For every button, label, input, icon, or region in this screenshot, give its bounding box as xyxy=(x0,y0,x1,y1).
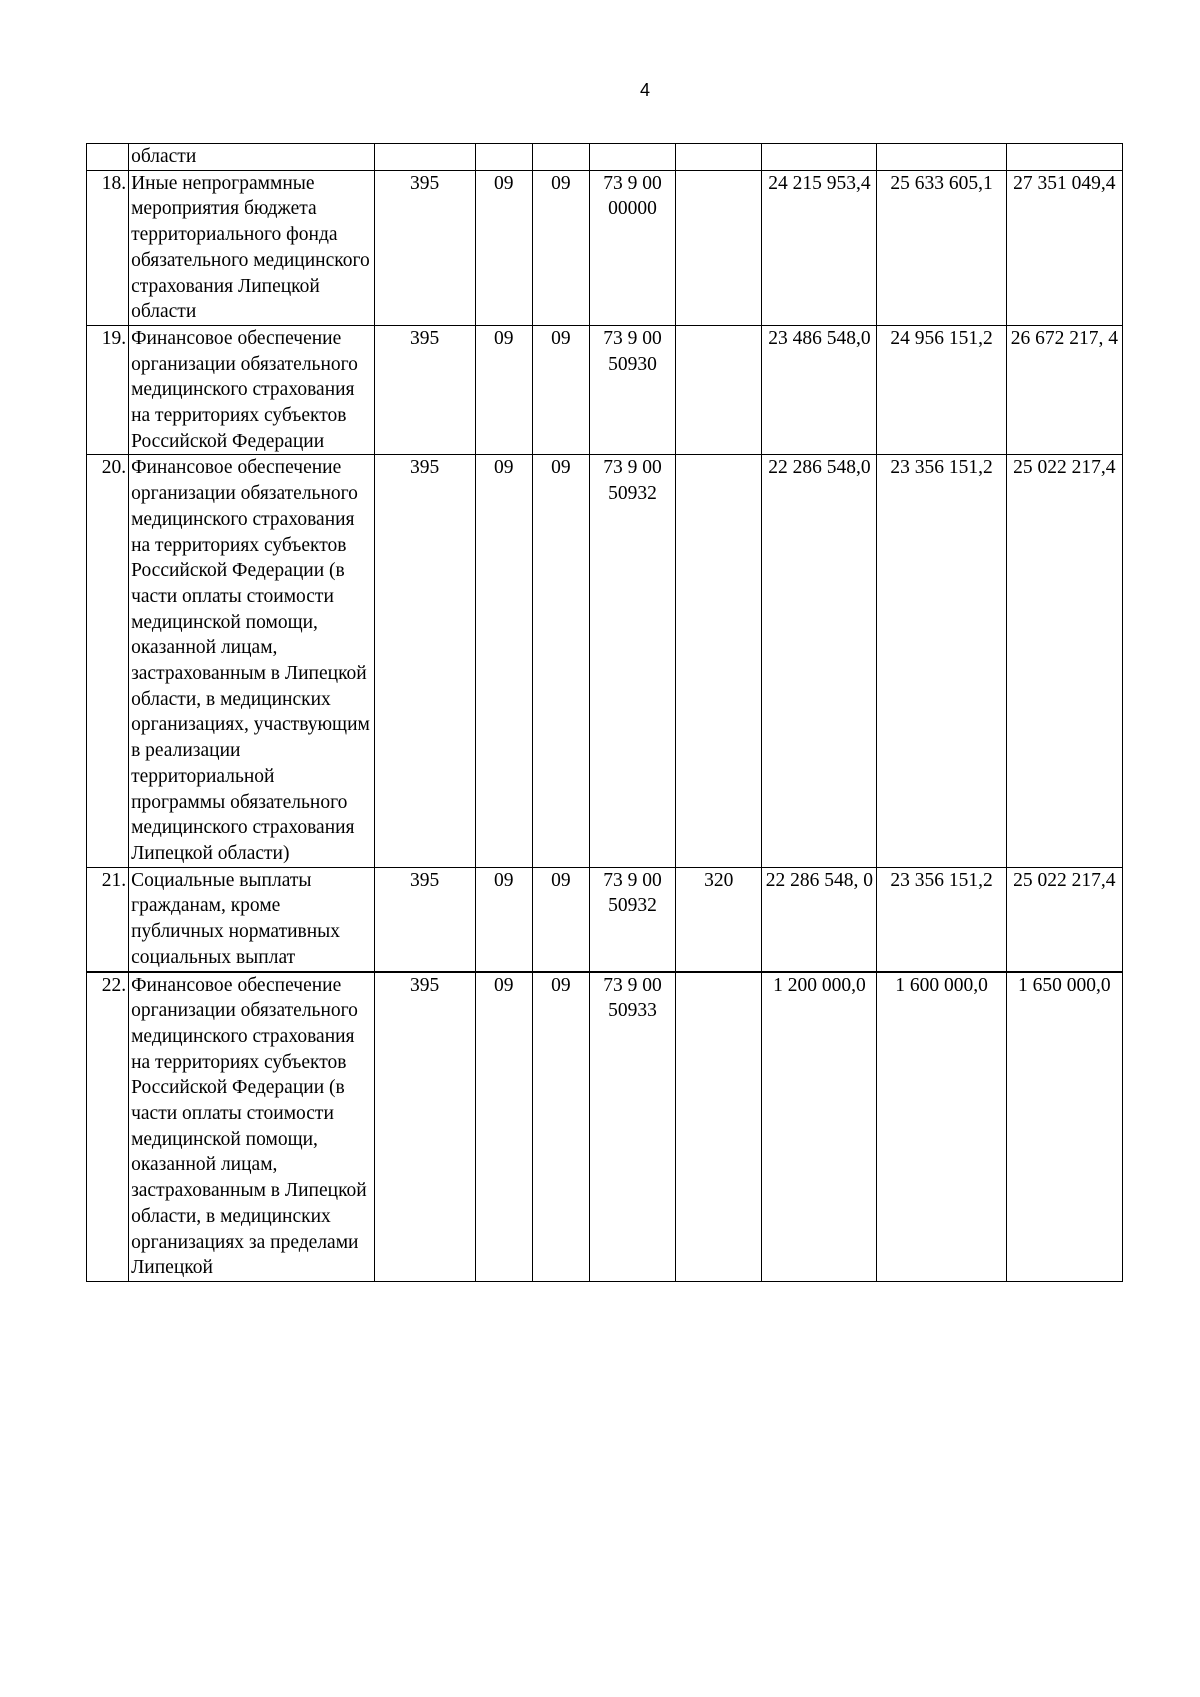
row-number-cell: 22. xyxy=(87,972,129,1282)
item-name-cell: Финансовое обеспечение организации обязательного медицинского страхования на территориях субъектов Российской Федерации (в части оплаты стоимости медицинской помощи, оказанной лицам, застрахованным в Липецкой области, в медицинских организациях за пределами Липецкой xyxy=(129,972,374,1282)
admin-code-cell: 395 xyxy=(374,170,475,325)
amount-year3-cell: 1 650 000,0 xyxy=(1006,972,1122,1282)
amount-year3-cell xyxy=(1006,144,1122,171)
amount-year2-cell: 24 956 151,2 xyxy=(877,325,1006,455)
subsection-cell: 09 xyxy=(532,972,589,1282)
amount-year1-cell: 1 200 000,0 xyxy=(762,972,877,1282)
amount-year3-cell: 27 351 049,4 xyxy=(1006,170,1122,325)
amount-year3-cell: 25 022 217,4 xyxy=(1006,455,1122,867)
subsection-cell: 09 xyxy=(532,867,589,971)
section-cell: 09 xyxy=(475,867,532,971)
amount-year1-cell: 23 486 548,0 xyxy=(762,325,877,455)
page-number: 4 xyxy=(639,80,650,100)
subsection-cell: 09 xyxy=(532,325,589,455)
row-number-cell: 21. xyxy=(87,867,129,971)
row-number-cell xyxy=(87,144,129,171)
subsection-cell: 09 xyxy=(532,170,589,325)
amount-year2-cell xyxy=(877,144,1006,171)
section-cell xyxy=(475,144,532,171)
expense-type-cell xyxy=(676,972,762,1282)
table-row xyxy=(87,867,1123,971)
item-name-cell: области xyxy=(129,144,374,171)
target-article-cell: 73 9 00 50930 xyxy=(589,325,675,455)
subsection-cell: 09 xyxy=(532,455,589,867)
table-row xyxy=(87,144,1123,171)
budget-table xyxy=(86,143,1123,1282)
table-row xyxy=(87,972,1123,1282)
expense-type-cell: 320 xyxy=(676,867,762,971)
section-cell: 09 xyxy=(475,455,532,867)
item-name-cell: Иные непрограммные мероприятия бюджета территориального фонда обязательного медицинского страхования Липецкой области xyxy=(129,170,374,325)
item-name-cell: Финансовое обеспечение организации обязательного медицинского страхования на территориях субъектов Российской Федерации xyxy=(129,325,374,455)
target-article-cell: 73 9 00 50932 xyxy=(589,455,675,867)
expense-type-cell xyxy=(676,144,762,171)
target-article-cell: 73 9 00 50932 xyxy=(589,867,675,971)
table-row xyxy=(87,455,1123,867)
section-cell: 09 xyxy=(475,170,532,325)
item-name-cell: Социальные выплаты гражданам, кроме публичных нормативных социальных выплат xyxy=(129,867,374,971)
admin-code-cell: 395 xyxy=(374,455,475,867)
admin-code-cell: 395 xyxy=(374,325,475,455)
admin-code-cell xyxy=(374,144,475,171)
admin-code-cell: 395 xyxy=(374,867,475,971)
amount-year3-cell: 26 672 217, 4 xyxy=(1006,325,1122,455)
target-article-cell: 73 9 00 00000 xyxy=(589,170,675,325)
target-article-cell: 73 9 00 50933 xyxy=(589,972,675,1282)
row-number-cell: 19. xyxy=(87,325,129,455)
amount-year1-cell: 22 286 548, 0 xyxy=(762,867,877,971)
amount-year2-cell: 1 600 000,0 xyxy=(877,972,1006,1282)
admin-code-cell: 395 xyxy=(374,972,475,1282)
expense-type-cell xyxy=(676,455,762,867)
section-cell: 09 xyxy=(475,325,532,455)
amount-year1-cell: 22 286 548,0 xyxy=(762,455,877,867)
amount-year2-cell: 25 633 605,1 xyxy=(877,170,1006,325)
table-row xyxy=(87,325,1123,455)
amount-year3-cell: 25 022 217,4 xyxy=(1006,867,1122,971)
subsection-cell xyxy=(532,144,589,171)
expense-type-cell xyxy=(676,170,762,325)
amount-year1-cell xyxy=(762,144,877,171)
section-cell: 09 xyxy=(475,972,532,1282)
amount-year1-cell: 24 215 953,4 xyxy=(762,170,877,325)
table-body xyxy=(87,144,1123,1282)
row-number-cell: 18. xyxy=(87,170,129,325)
table-row xyxy=(87,170,1123,325)
row-number-cell: 20. xyxy=(87,455,129,867)
expense-type-cell xyxy=(676,325,762,455)
item-name-cell: Финансовое обеспечение организации обязательного медицинского страхования на территориях субъектов Российской Федерации (в части оплаты стоимости медицинской помощи, оказанной лицам, застрахованным в Липецкой области, в медицинских организациях, участвующим в реализации территориальной программы обязательного медицинского страхования Липецкой области) xyxy=(129,455,374,867)
amount-year2-cell: 23 356 151,2 xyxy=(877,867,1006,971)
amount-year2-cell: 23 356 151,2 xyxy=(877,455,1006,867)
target-article-cell xyxy=(589,144,675,171)
